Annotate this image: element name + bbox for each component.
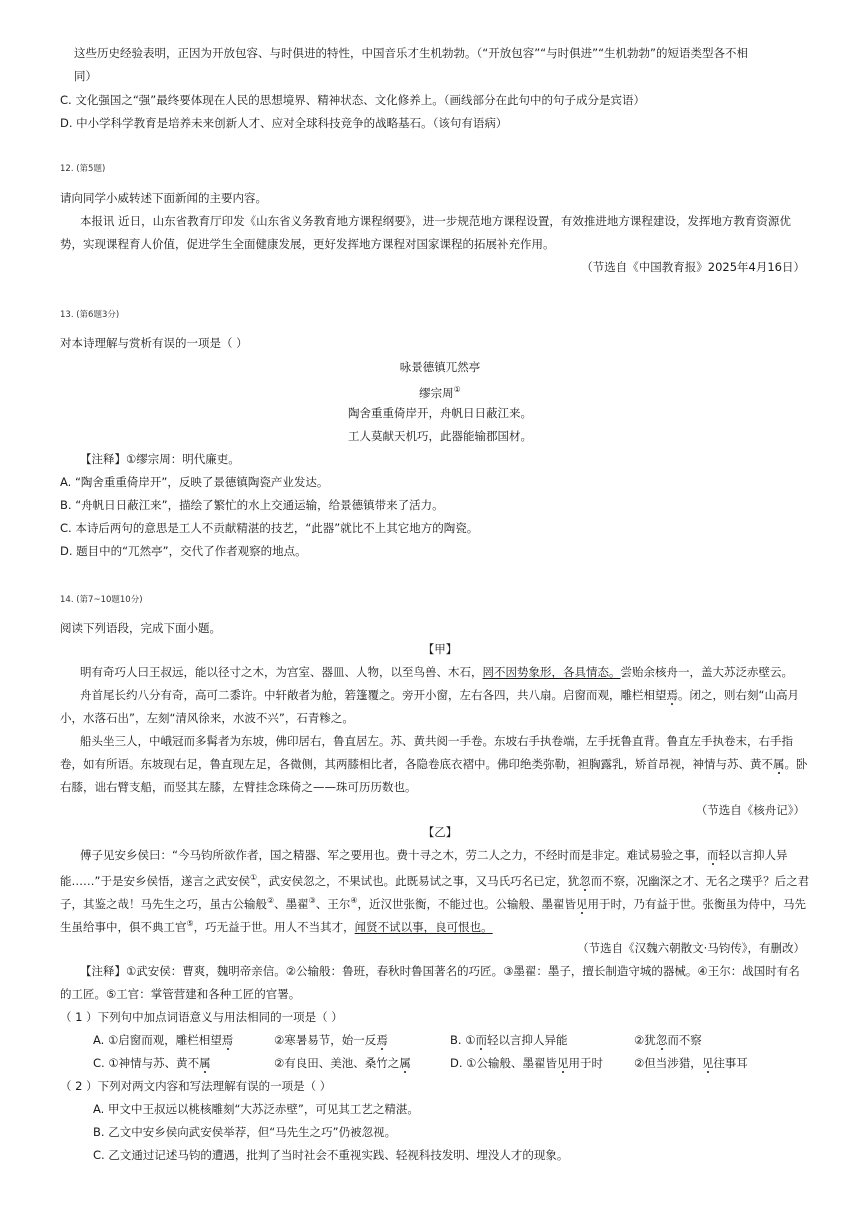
jia-paragraph-3-line2: 卷，如有所语。东坡现右足，鲁直现左足，各微侧，其两膝相比者，各隐卷底衣褶中。佛印绝类弥勒，袒胸露乳，矫首昂视，神情与苏、黄不属。卧 <box>60 757 808 771</box>
question-number: 13. <box>60 310 74 320</box>
dotted-char: 而 <box>475 1033 488 1047</box>
q12-prompt: 请向同学小威转述下面新闻的主要内容。 <box>60 191 267 205</box>
question-number: 12. <box>60 164 74 174</box>
yi-paragraph-line3: 子，其鉴之哉！马先生之巧，虽古公输般②、墨翟③、王尔④，近汉世张衡，不能过也。公输般、墨翟皆见用于时，乃有益于世。张衡虽为侍中，马先 <box>60 896 807 911</box>
dotted-char: 焉 <box>376 1033 388 1047</box>
sub1-option-d-1: D. ①公输般、墨翟皆见用于时 <box>450 1056 603 1070</box>
q13-note: 【注释】①缪宗周：明代廉吏。 <box>80 452 240 466</box>
sub1-option-b-1: B. ①而轻以言抑人异能 <box>450 1033 568 1047</box>
question-tag: (第5题) <box>76 164 106 174</box>
q14-prompt: 阅读下列语段，完成下面小题。 <box>60 621 221 635</box>
q13-header <box>60 307 119 323</box>
q11-option-b-line1: 这些历史经验表明，正因为开放包容、与时俱进的特性，中国音乐才生机勃勃。（“开放包容”“与时俱进”“生机勃勃”的短语类型各不相 <box>74 46 748 60</box>
q13-option-b: B. “舟帆日日蔽江来”，描绘了繁忙的水上交通运输，给景德镇带来了活力。 <box>60 498 444 512</box>
sub1-option-a-1: A. ①启窗而观，雕栏相望焉 <box>93 1033 234 1047</box>
dotted-char: 忽 <box>579 873 591 888</box>
yi-paragraph-line4: 生虽给事中，俱不典工官⑤，巧无益于世。用人不当其才，闻贤不试以事，良可恨也。 <box>60 919 493 934</box>
q13-prompt: 对本诗理解与赏析有误的一项是（ ） <box>60 336 248 350</box>
yi-notes-line1: 【注释】①武安侯：曹爽，魏明帝亲信。②公输般：鲁班，春秋时鲁国著名的巧匠。③墨翟：墨子，擅长制造守城的器械。④王尔：战国时有名 <box>80 964 800 978</box>
sub1-option-c-1: C. ①神情与苏、黄不属 <box>93 1056 211 1070</box>
question-tag: (第7~10题10分) <box>76 595 143 605</box>
sub-question-1-prompt: （ 1 ）下列句中加点词语意义与用法相同的一项是（ ） <box>60 1010 343 1024</box>
question-tag: (第6题3分) <box>76 310 120 320</box>
q13-option-c: C. 本诗后两句的意思是工人不贡献精湛的技艺，“此器”就比不上其它地方的陶瓷。 <box>60 521 479 535</box>
q12-news-line1: 本报讯 近日，山东省教育厅印发《山东省义务教育地方课程纲要》，进一步规范地方课程设置，有效推进地方课程建设，发挥地方教育资源优 <box>80 214 791 228</box>
poem-author: 缪宗周① <box>419 385 461 400</box>
dotted-char: 属 <box>199 1056 211 1070</box>
jia-paragraph-3-line3: 右膝，诎右臂支船，而竖其左膝，左臂挂念珠倚之——珠可历历数也。 <box>60 780 417 794</box>
q13-option-d: D. 题目中的“兀然亭”，交代了作者观察的地点。 <box>60 544 307 558</box>
dotted-char: 焉 <box>666 688 678 702</box>
underlined-phrase: 闻贤不试以事，良可恨也。 <box>354 919 493 934</box>
yi-paragraph-line2: 能……”于是安乡侯悟，遂言之武安侯①，武安侯忽之，不果试也。此既易试之事，又马氏巧名已定，犹忽而不察，况幽深之才、无名之璞乎？后之君 <box>60 873 810 888</box>
yi-paragraph-line1: 傅子见安乡侯曰：“今马钧所欲作者，国之精器、军之要用也。费十寻之木，劳二人之力，不经时而是非定。难试易验之事，而轻以言抑人异 <box>80 848 788 862</box>
dotted-char: 见 <box>576 896 588 911</box>
passage-jia-title: 【甲】 <box>422 642 458 656</box>
q11-option-d: D. 中小学科学教育是培养未来创新人才、应对全球科技竞争的战略基石。（该句有语病） <box>60 116 508 130</box>
jia-source: （节选自《核舟记》） <box>695 803 805 817</box>
jia-paragraph-3-line1: 船头坐三人，中峨冠而多髯者为东坡，佛印居右，鲁直居左。苏、黄共阅一手卷。东坡右手执卷端，左手抚鲁直背。鲁直左手执卷末，右手指 <box>80 734 793 748</box>
dotted-char: 属 <box>399 1056 411 1070</box>
footnote-mark: ① <box>249 873 258 882</box>
footnote-mark: ⑤ <box>186 919 194 928</box>
poem-title: 咏景德镇兀然亭 <box>399 360 481 374</box>
footnote-mark: ③ <box>308 896 316 905</box>
dotted-char: 见 <box>701 1056 714 1070</box>
sub1-option-c-2: ②有良田、美池、桑竹之属 <box>274 1056 411 1070</box>
q12-news-line2: 势，实现课程育人价值，促进学生全面健康发展，更好发挥地方课程对国家课程的拓展补充作用。 <box>60 237 555 251</box>
dotted-char: 属 <box>773 757 785 771</box>
sub2-option-a: A. 甲文中王叔远以桃核雕刻“大苏泛赤壁”，可见其工艺之精湛。 <box>93 1102 419 1116</box>
dotted-char: 焉 <box>221 1033 234 1047</box>
jia-paragraph-1: 明有奇巧人曰王叔远，能以径寸之木，为宫室、器皿、人物，以至鸟兽、木石，罔不因势象形，各具情态。尝贻余核舟一，盖大苏泛赤壁云。 <box>80 665 793 679</box>
q11-option-b-line2: 同） <box>74 69 97 83</box>
footnote-mark: ① <box>453 385 461 394</box>
jia-paragraph-2-line2: 小，水落石出”，左刻“清风徐来，水波不兴”，石青糁之。 <box>60 711 354 725</box>
q12-header <box>60 161 105 177</box>
sub1-option-a-2: ②寒暑易节，始一反焉 <box>274 1033 388 1047</box>
dotted-char: 见 <box>556 1056 569 1070</box>
q14-header <box>60 592 143 608</box>
sub2-option-b: B. 乙文中安乡侯向武安侯举荐，但“马先生之巧”仍被忽视。 <box>93 1125 397 1139</box>
yi-notes-line2: 的工匠。⑤工官：掌管营建和各种工匠的官署。 <box>60 987 301 1001</box>
passage-yi-title: 【乙】 <box>422 825 458 839</box>
q13-option-a: A. “陶舍重重倚岸开”，反映了景德镇陶瓷产业发达。 <box>60 475 329 489</box>
question-number: 14. <box>60 595 74 605</box>
sub1-option-b-2: ②犹忽而不察 <box>634 1033 702 1047</box>
dotted-char: 忽 <box>655 1033 668 1047</box>
yi-source: （节选自《汉魏六朝散文·马钧传》，有删改） <box>577 941 805 955</box>
q12-source: （节选自《中国教育报》2025年4月16日） <box>581 260 805 274</box>
sub1-option-d-2: ②但当涉猎，见往事耳 <box>634 1056 748 1070</box>
sub-question-2-prompt: （ 2 ）下列对两文内容和写法理解有误的一项是（ ） <box>60 1079 332 1093</box>
footnote-mark: ② <box>267 896 275 905</box>
jia-paragraph-2-line1: 舟首尾长约八分有奇，高可二黍许。中轩敞者为舱，箬篷覆之。旁开小窗，左右各四，共八扇。启窗而观，雕栏相望焉。闭之，则右刻“山高月 <box>80 688 799 702</box>
q11-option-c: C. 文化强国之“强”最终要体现在人民的思想境界、精神状态、文化修养上。（画线部分在此句中的句子成分是宾语） <box>60 93 646 107</box>
poem-line-2: 工人莫献天机巧，此器能输郡国材。 <box>348 429 532 443</box>
sub2-option-c: C. 乙文通过记述马钧的遭遇，批判了当时社会不重视实践、轻视科技发明、埋没人才的现象。 <box>93 1148 569 1162</box>
footnote-mark: ④ <box>350 896 358 905</box>
dotted-char: 而 <box>706 848 719 862</box>
poem-line-1: 陶舍重重倚岸开，舟帆日日蔽江来。 <box>348 406 532 420</box>
underlined-phrase: 罔不因势象形，各具情态。 <box>482 665 621 679</box>
